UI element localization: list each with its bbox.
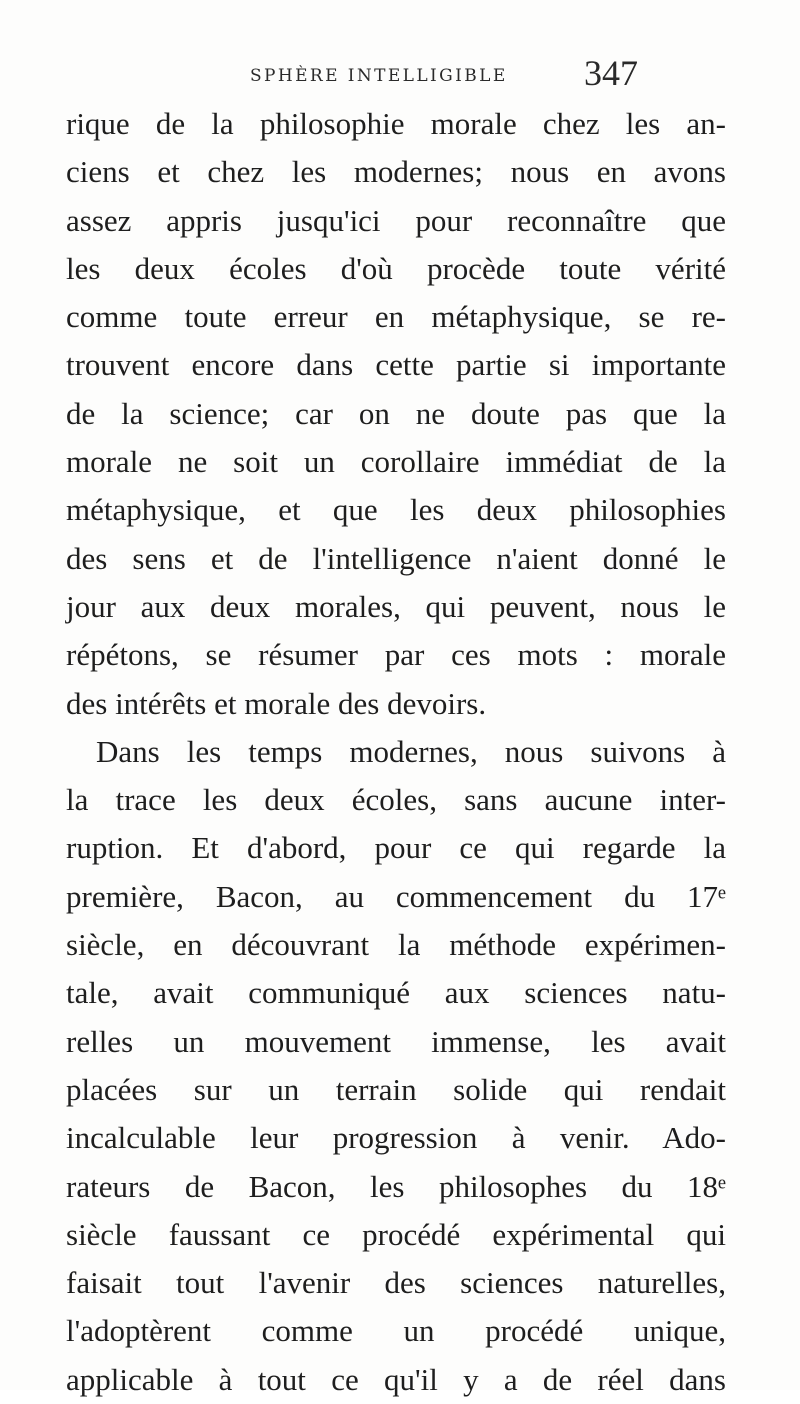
text-line: de la science; car on ne doute pas que la — [66, 395, 726, 431]
text-line: les deux écoles d'où procède toute vérité — [66, 250, 726, 286]
body-text — [66, 100, 726, 1404]
text-line: relles un mouvement immense, les avait — [66, 1023, 726, 1059]
text-line: rique de la philosophie morale chez les an- — [66, 106, 726, 141]
running-title: SPHÈRE INTELLIGIBLE — [250, 66, 508, 86]
page-number: 347 — [584, 53, 638, 93]
text-line: siècle faussant ce procédé expérimental qui — [66, 1216, 726, 1252]
text-line: placées sur un terrain solide qui rendait — [66, 1071, 726, 1107]
text-line: assez appris jusqu'ici pour reconnaître que — [66, 202, 726, 238]
text-line: des sens et de l'intelligence n'aient donné le — [66, 540, 726, 576]
text-line: trouvent encore dans cette partie si importante — [66, 347, 726, 383]
text-line: comme toute erreur en métaphysique, se re- — [66, 299, 726, 335]
text-line: siècle, en découvrant la méthode expérimen- — [66, 927, 726, 963]
text-line: répétons, se résumer par ces mots : morale — [66, 637, 726, 673]
text-line: faisait tout l'avenir des sciences naturelles, — [66, 1265, 726, 1301]
text-line: la trace les deux écoles, sans aucune inter- — [66, 782, 726, 818]
paragraph-start-line: Dans les temps modernes, nous suivons à — [96, 733, 726, 769]
text-line: tale, avait communiqué aux sciences natu- — [66, 975, 726, 1011]
text-line: rateurs de Bacon, les philosophes du 18ᵉ — [66, 1168, 726, 1204]
paragraph-end-line: des intérêts et morale des devoirs. — [66, 685, 487, 721]
text-line: morale ne soit un corollaire immédiat de la — [66, 444, 726, 480]
text-line: l'adoptèrent comme un procédé unique, — [66, 1313, 726, 1349]
text-line: métaphysique, et que les deux philosophies — [66, 492, 726, 528]
text-line: ruption. Et d'abord, pour ce qui regarde la — [66, 830, 726, 866]
text-line: applicable à tout ce qu'il y a de réel dans — [66, 1361, 726, 1397]
text-line: incalculable leur progression à venir. Ado- — [66, 1120, 726, 1156]
text-line: ciens et chez les modernes; nous en avons — [66, 154, 726, 190]
text-line: jour aux deux morales, qui peuvent, nous le — [66, 588, 726, 624]
text-line: première, Bacon, au commencement du 17ᵉ — [66, 878, 726, 914]
